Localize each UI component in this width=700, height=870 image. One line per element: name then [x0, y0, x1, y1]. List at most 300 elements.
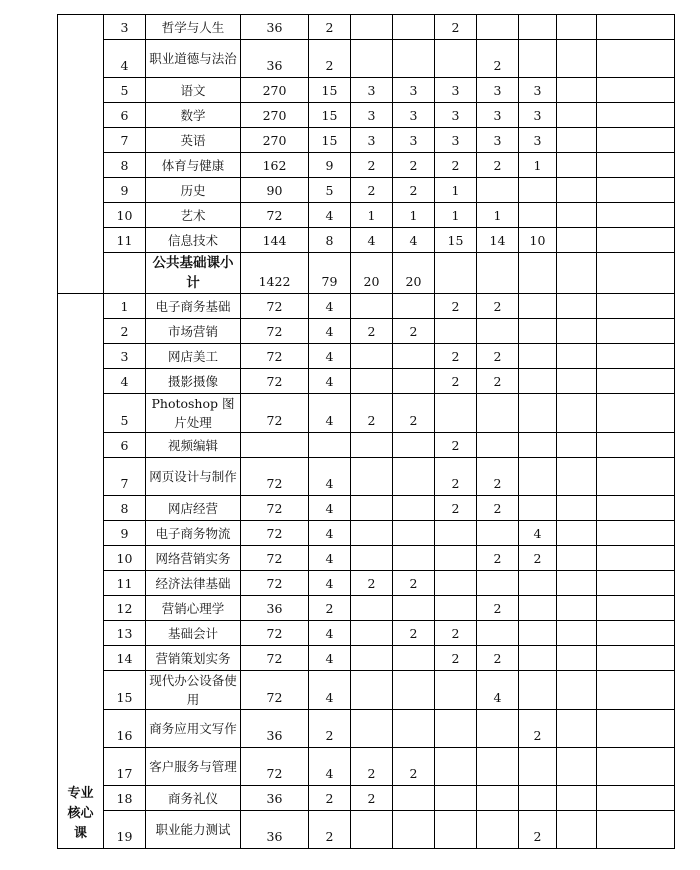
credits-cell-text: 4 [325, 324, 334, 339]
term-hours-cell [519, 15, 557, 40]
term-hours-cell [393, 128, 435, 153]
credits-cell-text: 15 [321, 83, 338, 98]
term-hours-cell [351, 369, 393, 394]
category-cell-core [58, 294, 104, 849]
course-number-cell [104, 748, 146, 786]
remarks-cell [597, 294, 675, 319]
hours-cell-text: 72 [266, 476, 283, 491]
table-row [58, 811, 675, 849]
course-name-cell [146, 178, 241, 203]
term-hours-cell [557, 646, 597, 671]
term-hours-cell-text [477, 846, 518, 848]
course-number-cell-text: 8 [120, 158, 129, 173]
remarks-cell [597, 253, 675, 294]
remarks-cell [597, 40, 675, 78]
term-hours-cell [351, 433, 393, 458]
table-row [58, 40, 675, 78]
term-hours-cell-text: 2 [451, 20, 460, 35]
course-name-cell-text: 商务礼仪 [167, 790, 218, 806]
term-hours-cell [393, 571, 435, 596]
course-number-cell [104, 78, 146, 103]
term-hours-cell [351, 710, 393, 748]
course-number-cell-text: 2 [120, 324, 129, 339]
hours-cell-text: 72 [266, 651, 283, 666]
table-row [58, 294, 675, 319]
term-hours-cell-text: 1 [533, 158, 542, 173]
term-hours-cell [557, 786, 597, 811]
term-hours-cell [351, 128, 393, 153]
remarks-cell [597, 596, 675, 621]
term-hours-cell [557, 496, 597, 521]
hours-cell [241, 103, 309, 128]
course-name-cell [146, 710, 241, 748]
term-hours-cell [557, 571, 597, 596]
term-hours-cell-text: 3 [533, 133, 542, 148]
course-name-cell [146, 521, 241, 546]
credits-cell-text: 4 [325, 349, 334, 364]
term-hours-cell [477, 646, 519, 671]
term-hours-cell [519, 646, 557, 671]
credits-cell-text: 4 [325, 551, 334, 566]
course-name-cell [146, 786, 241, 811]
remarks-cell [597, 621, 675, 646]
remarks-cell [597, 178, 675, 203]
term-hours-cell [519, 103, 557, 128]
remarks-cell [597, 15, 675, 40]
term-hours-cell-text: 3 [493, 108, 502, 123]
term-hours-cell [393, 786, 435, 811]
term-hours-cell [393, 710, 435, 748]
term-hours-cell [435, 319, 477, 344]
term-hours-cell [351, 153, 393, 178]
course-name-cell [146, 203, 241, 228]
term-hours-cell [351, 203, 393, 228]
term-hours-cell [557, 153, 597, 178]
term-hours-cell [519, 458, 557, 496]
term-hours-cell [519, 621, 557, 646]
course-name-cell [146, 369, 241, 394]
term-hours-cell [519, 546, 557, 571]
credits-cell-text: 4 [325, 476, 334, 491]
hours-cell [241, 203, 309, 228]
hours-cell-text: 162 [262, 158, 287, 173]
term-hours-cell [351, 40, 393, 78]
course-number-cell-text: 12 [116, 601, 133, 616]
table-row [58, 394, 675, 433]
course-number-cell-text: 6 [120, 108, 129, 123]
term-hours-cell-text: 4 [409, 233, 418, 248]
course-number-cell [104, 253, 146, 294]
hours-cell-text: 270 [262, 133, 287, 148]
term-hours-cell-text: 2 [367, 791, 376, 806]
hours-cell [241, 394, 309, 433]
hours-cell-text: 36 [266, 829, 283, 844]
term-hours-cell-text: 3 [451, 108, 460, 123]
term-hours-cell [351, 253, 393, 294]
course-number-cell-text: 19 [116, 829, 133, 844]
credits-cell [309, 521, 351, 546]
course-number-cell [104, 153, 146, 178]
course-name-cell-text: 数学 [180, 107, 206, 123]
term-hours-cell-text: 20 [363, 274, 380, 289]
term-hours-cell-text: 3 [533, 83, 542, 98]
term-hours-cell [393, 458, 435, 496]
course-name-cell [146, 294, 241, 319]
term-hours-cell-text [393, 846, 434, 848]
term-hours-cell [351, 671, 393, 710]
course-number-cell [104, 646, 146, 671]
term-hours-cell [557, 710, 597, 748]
table-row [58, 571, 675, 596]
term-hours-cell-text: 2 [409, 158, 418, 173]
credits-cell [309, 369, 351, 394]
credits-cell [309, 203, 351, 228]
course-number-cell [104, 203, 146, 228]
credits-cell-text: 4 [325, 501, 334, 516]
course-number-cell-text: 3 [120, 20, 129, 35]
hours-cell-text: 72 [266, 576, 283, 591]
term-hours-cell-text: 3 [533, 108, 542, 123]
hours-cell-text: 72 [266, 766, 283, 781]
credits-cell-text: 2 [325, 20, 334, 35]
term-hours-cell [351, 103, 393, 128]
term-hours-cell-text [435, 846, 476, 848]
course-name-cell [146, 103, 241, 128]
term-hours-cell-text: 3 [367, 83, 376, 98]
term-hours-cell-text: 1 [367, 208, 376, 223]
course-number-cell [104, 40, 146, 78]
credits-cell [309, 103, 351, 128]
term-hours-cell [351, 546, 393, 571]
table-row [58, 546, 675, 571]
table-row [58, 748, 675, 786]
term-hours-cell-text: 3 [367, 133, 376, 148]
term-hours-cell [477, 294, 519, 319]
hours-cell [241, 78, 309, 103]
term-hours-cell-text: 3 [451, 83, 460, 98]
remarks-cell [597, 496, 675, 521]
course-number-cell-text: 9 [120, 183, 129, 198]
table-row [58, 178, 675, 203]
term-hours-cell [351, 319, 393, 344]
term-hours-cell-text: 2 [493, 158, 502, 173]
table-row [58, 596, 675, 621]
term-hours-cell [435, 228, 477, 253]
table-row [58, 621, 675, 646]
term-hours-cell [557, 294, 597, 319]
term-hours-cell-text: 2 [451, 349, 460, 364]
course-number-cell [104, 811, 146, 849]
term-hours-cell [393, 253, 435, 294]
term-hours-cell [477, 128, 519, 153]
term-hours-cell-text: 2 [451, 651, 460, 666]
term-hours-cell [435, 40, 477, 78]
course-name-cell-text: 网店经营 [167, 500, 218, 516]
course-name-cell-text: 语文 [180, 82, 206, 98]
term-hours-cell [477, 621, 519, 646]
term-hours-cell [519, 319, 557, 344]
remarks-cell [597, 344, 675, 369]
course-name-cell [146, 78, 241, 103]
term-hours-cell-text: 2 [409, 766, 418, 781]
term-hours-cell [519, 40, 557, 78]
term-hours-cell [393, 319, 435, 344]
credits-cell-text: 2 [325, 728, 334, 743]
term-hours-cell [519, 394, 557, 433]
term-hours-cell-text: 2 [451, 158, 460, 173]
term-hours-cell-text: 1 [451, 208, 460, 223]
credits-cell-text: 15 [321, 133, 338, 148]
term-hours-cell [435, 103, 477, 128]
term-hours-cell [393, 153, 435, 178]
term-hours-cell [557, 596, 597, 621]
credits-cell-text: 15 [321, 108, 338, 123]
term-hours-cell [477, 319, 519, 344]
table-row [58, 369, 675, 394]
table-row [58, 496, 675, 521]
term-hours-cell [519, 496, 557, 521]
term-hours-cell-text: 2 [367, 766, 376, 781]
course-name-cell-text: 职业能力测试 [155, 822, 231, 837]
course-number-cell-text: 16 [116, 728, 133, 743]
course-name-cell [146, 40, 241, 78]
credits-cell-text: 5 [325, 183, 334, 198]
term-hours-cell [435, 253, 477, 294]
term-hours-cell [351, 228, 393, 253]
term-hours-cell [477, 178, 519, 203]
term-hours-cell-text: 3 [493, 133, 502, 148]
term-hours-cell [557, 621, 597, 646]
credits-cell [309, 78, 351, 103]
credits-cell-text: 4 [325, 690, 334, 705]
hours-cell [241, 671, 309, 710]
course-name-cell [146, 571, 241, 596]
term-hours-cell [557, 103, 597, 128]
course-number-cell-text: 11 [116, 233, 133, 248]
term-hours-cell-text: 2 [367, 324, 376, 339]
term-hours-cell [393, 596, 435, 621]
remarks-cell [597, 153, 675, 178]
course-number-cell [104, 571, 146, 596]
credits-cell-text: 4 [325, 766, 334, 781]
term-hours-cell [477, 748, 519, 786]
credits-cell-text: 2 [325, 601, 334, 616]
course-name-cell-text: 客户服务与管理 [149, 759, 237, 774]
course-name-cell [146, 228, 241, 253]
credits-cell [309, 153, 351, 178]
course-name-cell [146, 646, 241, 671]
hours-cell [241, 811, 309, 849]
course-number-cell-text: 5 [120, 83, 129, 98]
table-row [58, 786, 675, 811]
term-hours-cell [435, 153, 477, 178]
remarks-cell [597, 369, 675, 394]
term-hours-cell [477, 458, 519, 496]
remarks-cell [597, 748, 675, 786]
term-hours-cell [351, 571, 393, 596]
term-hours-cell [477, 811, 519, 849]
course-number-cell-text: 17 [116, 766, 133, 781]
term-hours-cell [557, 178, 597, 203]
course-number-cell-text: 14 [116, 651, 133, 666]
credits-cell [309, 811, 351, 849]
term-hours-cell [393, 369, 435, 394]
hours-cell [241, 178, 309, 203]
course-number-cell-text: 4 [120, 58, 129, 73]
term-hours-cell [519, 571, 557, 596]
course-name-cell [146, 15, 241, 40]
term-hours-cell-text: 2 [451, 299, 460, 314]
term-hours-cell [477, 78, 519, 103]
credits-cell-text: 8 [325, 233, 334, 248]
course-number-cell [104, 521, 146, 546]
term-hours-cell-text: 2 [367, 158, 376, 173]
credits-cell [309, 596, 351, 621]
term-hours-cell [477, 710, 519, 748]
term-hours-cell [435, 646, 477, 671]
course-name-cell-text: 网页设计与制作 [149, 469, 237, 484]
credits-cell [309, 710, 351, 748]
term-hours-cell-text: 4 [533, 526, 542, 541]
hours-cell [241, 646, 309, 671]
term-hours-cell [435, 710, 477, 748]
term-hours-cell-text: 14 [489, 233, 506, 248]
credits-cell-text: 4 [325, 651, 334, 666]
credits-cell [309, 496, 351, 521]
course-number-cell [104, 344, 146, 369]
term-hours-cell [477, 571, 519, 596]
table-row [58, 128, 675, 153]
term-hours-cell [351, 496, 393, 521]
term-hours-cell [477, 369, 519, 394]
term-hours-cell [477, 15, 519, 40]
term-hours-cell [393, 178, 435, 203]
hours-cell [241, 571, 309, 596]
term-hours-cell [519, 203, 557, 228]
term-hours-cell [435, 203, 477, 228]
term-hours-cell-text: 3 [409, 83, 418, 98]
term-hours-cell [393, 294, 435, 319]
credits-cell [309, 786, 351, 811]
credits-cell [309, 671, 351, 710]
course-number-cell [104, 15, 146, 40]
term-hours-cell [557, 319, 597, 344]
term-hours-cell-text: 10 [529, 233, 546, 248]
course-number-cell [104, 294, 146, 319]
credits-cell [309, 546, 351, 571]
hours-cell [241, 496, 309, 521]
term-hours-cell [435, 786, 477, 811]
course-number-cell-text: 7 [120, 133, 129, 148]
course-number-cell-text: 4 [120, 374, 129, 389]
term-hours-cell-text: 4 [367, 233, 376, 248]
term-hours-cell [393, 344, 435, 369]
term-hours-cell [351, 748, 393, 786]
course-number-cell [104, 128, 146, 153]
term-hours-cell [435, 671, 477, 710]
course-name-cell-text: 基础会计 [167, 625, 218, 641]
credits-cell-text: 2 [325, 58, 334, 73]
term-hours-cell-text [557, 846, 596, 848]
subtotal-row [58, 253, 675, 294]
term-hours-cell [393, 646, 435, 671]
term-hours-cell [557, 344, 597, 369]
term-hours-cell [519, 153, 557, 178]
term-hours-cell [435, 344, 477, 369]
term-hours-cell [393, 103, 435, 128]
term-hours-cell [519, 710, 557, 748]
term-hours-cell-text: 2 [367, 576, 376, 591]
term-hours-cell [393, 496, 435, 521]
course-number-cell [104, 178, 146, 203]
course-name-cell-text: 网络营销实务 [155, 550, 231, 566]
course-name-cell-text: 营销心理学 [161, 600, 225, 616]
hours-cell [241, 253, 309, 294]
hours-cell [241, 128, 309, 153]
hours-cell-text: 270 [262, 83, 287, 98]
course-number-cell-text: 13 [116, 626, 133, 641]
table-row [58, 319, 675, 344]
hours-cell-text: 72 [266, 501, 283, 516]
term-hours-cell [435, 394, 477, 433]
course-number-cell-text: 18 [116, 791, 133, 806]
term-hours-cell [435, 458, 477, 496]
term-hours-cell-text: 2 [493, 601, 502, 616]
table-body [58, 15, 675, 849]
term-hours-cell-text: 2 [409, 413, 418, 428]
hours-cell-text: 72 [266, 208, 283, 223]
course-schedule-table [57, 14, 675, 849]
term-hours-cell-text: 2 [451, 438, 460, 453]
term-hours-cell [351, 811, 393, 849]
course-number-cell-text: 9 [120, 526, 129, 541]
term-hours-cell [519, 78, 557, 103]
term-hours-cell [393, 671, 435, 710]
remarks-cell [597, 521, 675, 546]
term-hours-cell [557, 40, 597, 78]
term-hours-cell [351, 15, 393, 40]
course-name-cell-text: 信息技术 [167, 232, 218, 248]
term-hours-cell [351, 646, 393, 671]
term-hours-cell-text: 2 [493, 299, 502, 314]
credits-cell-text: 4 [325, 374, 334, 389]
term-hours-cell-text: 2 [367, 183, 376, 198]
hours-cell-text: 72 [266, 374, 283, 389]
term-hours-cell [351, 78, 393, 103]
course-number-cell [104, 103, 146, 128]
course-number-cell-text: 8 [120, 501, 129, 516]
credits-cell-text: 2 [325, 829, 334, 844]
course-number-cell-text: 10 [116, 551, 133, 566]
credits-cell-text: 79 [321, 274, 338, 289]
course-number-cell [104, 433, 146, 458]
term-hours-cell-text: 2 [493, 651, 502, 666]
hours-cell [241, 40, 309, 78]
hours-cell-text: 72 [266, 299, 283, 314]
term-hours-cell [519, 811, 557, 849]
term-hours-cell [557, 433, 597, 458]
term-hours-cell [519, 596, 557, 621]
course-number-cell-text: 7 [120, 476, 129, 491]
term-hours-cell-text: 2 [451, 501, 460, 516]
term-hours-cell [519, 178, 557, 203]
term-hours-cell [435, 78, 477, 103]
credits-cell [309, 40, 351, 78]
term-hours-cell [557, 521, 597, 546]
hours-cell [241, 621, 309, 646]
term-hours-cell [557, 369, 597, 394]
term-hours-cell [435, 811, 477, 849]
